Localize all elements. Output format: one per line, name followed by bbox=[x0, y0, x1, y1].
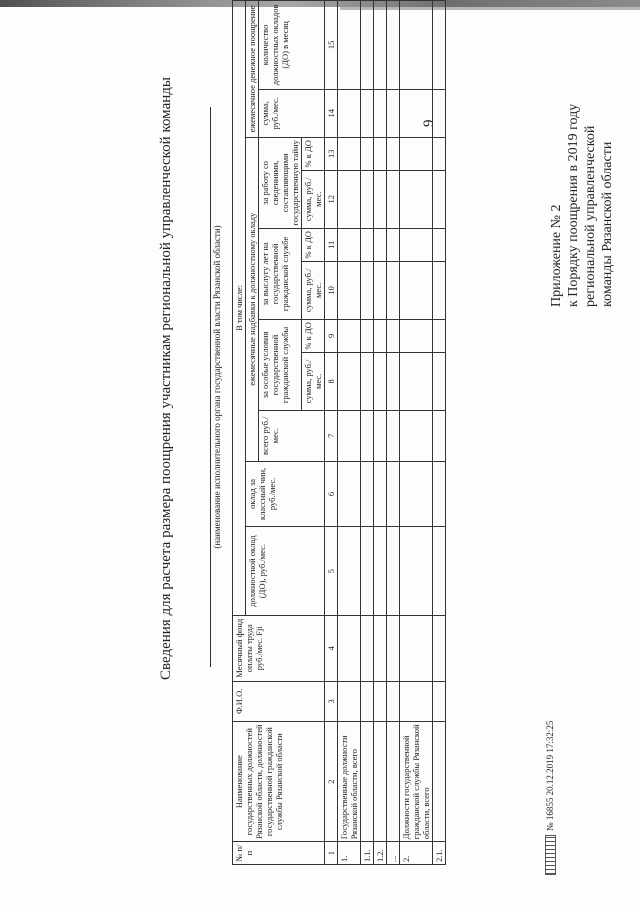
row-no: 2.1. bbox=[433, 842, 446, 865]
table-row bbox=[400, 1, 433, 865]
table-row bbox=[338, 1, 361, 865]
data-table bbox=[232, 0, 446, 865]
col-num: 3 bbox=[325, 681, 338, 721]
table-row bbox=[433, 1, 446, 865]
table-row bbox=[387, 1, 400, 865]
header-salary: должностной оклад (ДО), руб./мес. bbox=[246, 527, 325, 616]
footer-stamp bbox=[545, 721, 556, 875]
col-num: 15 bbox=[325, 1, 338, 90]
header-fund: Месячный фонд оплаты труда руб./мес. Fji bbox=[233, 615, 325, 681]
header-special: за особые условия государственной гражданской службы bbox=[259, 319, 302, 410]
row-name bbox=[387, 722, 400, 842]
row-no: 2. bbox=[400, 842, 433, 865]
col-num: 4 bbox=[325, 615, 338, 681]
header-total: всего руб./мес. bbox=[259, 410, 325, 461]
header-monthly: ежемесячные надбавки к должностному окладу bbox=[246, 137, 259, 461]
col-num: 12 bbox=[325, 170, 338, 228]
header-pct: % к ДО bbox=[302, 228, 325, 261]
org-caption: (наименование исполнительного органа государственной власти Рязанской области) bbox=[210, 107, 222, 667]
col-num: 1 bbox=[325, 842, 338, 865]
header-secret: за работу со сведениями, составляющими государственную тайну bbox=[259, 137, 302, 228]
row-no: 1. bbox=[338, 842, 361, 865]
appendix-line-4: команды Рязанской области bbox=[600, 141, 615, 307]
header-bonus-count: количество должностных окладов (ДО) в месяц bbox=[259, 1, 325, 90]
col-num: 7 bbox=[325, 410, 338, 461]
row-name: Государственные должности Рязанской области, всего bbox=[338, 722, 361, 842]
header-bonus-sum: сумма, руб./мес. bbox=[259, 89, 325, 137]
appendix-line-1: Приложение № 2 bbox=[549, 204, 564, 307]
header-including: В том числе: bbox=[233, 1, 246, 616]
header-class: оклад за классный чин, руб./мес. bbox=[246, 461, 325, 527]
row-name bbox=[374, 722, 387, 842]
col-num: 5 bbox=[325, 527, 338, 616]
barcode-stamp bbox=[545, 835, 556, 875]
row-name: Должности государственной гражданской службы Рязанской области, всего bbox=[400, 722, 433, 842]
appendix-block bbox=[548, 7, 616, 307]
table-row bbox=[361, 1, 374, 865]
appendix-line-2: к Порядку поощрения в 2019 году bbox=[566, 103, 581, 307]
appendix-line-3: региональной управленческой bbox=[583, 125, 598, 307]
header-sum: сумма, руб./мес. bbox=[302, 170, 325, 228]
row-name bbox=[361, 722, 374, 842]
header-no: № п/п bbox=[233, 842, 325, 865]
col-num: 2 bbox=[325, 722, 338, 842]
col-num: 11 bbox=[325, 228, 338, 261]
row-name bbox=[433, 722, 446, 842]
registration-number: № 16855 20.12.2019 17:32:25 bbox=[545, 720, 555, 831]
row-no: 1.2. bbox=[374, 842, 387, 865]
header-fio: Ф.И.О. bbox=[233, 681, 325, 721]
document-title: Сведения для расчета размера поощрения участникам региональной управленческой команды bbox=[158, 77, 174, 680]
header-name: Наименование государственных должностей Рязанской области, должностей государственной гражданской службы Рязанской области bbox=[233, 722, 325, 842]
header-pct: % к ДО bbox=[302, 319, 325, 352]
header-pct: % к ДО bbox=[302, 137, 325, 170]
header-sum: сумма, руб./мес. bbox=[302, 352, 325, 410]
header-sum: сумма, руб./мес. bbox=[302, 261, 325, 319]
col-num: 8 bbox=[325, 352, 338, 410]
row-no: 1.1. bbox=[361, 842, 374, 865]
header-bonus: ежемесячное денежное поощрение bbox=[246, 1, 259, 138]
col-num: 13 bbox=[325, 137, 338, 170]
col-num: 10 bbox=[325, 261, 338, 319]
col-num: 14 bbox=[325, 89, 338, 137]
row-no: ... bbox=[387, 842, 400, 865]
col-num: 6 bbox=[325, 461, 338, 527]
header-years: за выслугу лет на государственной гражданской службе bbox=[259, 228, 302, 319]
table-row bbox=[374, 1, 387, 865]
col-num: 9 bbox=[325, 319, 338, 352]
page-number: 9 bbox=[421, 119, 437, 127]
